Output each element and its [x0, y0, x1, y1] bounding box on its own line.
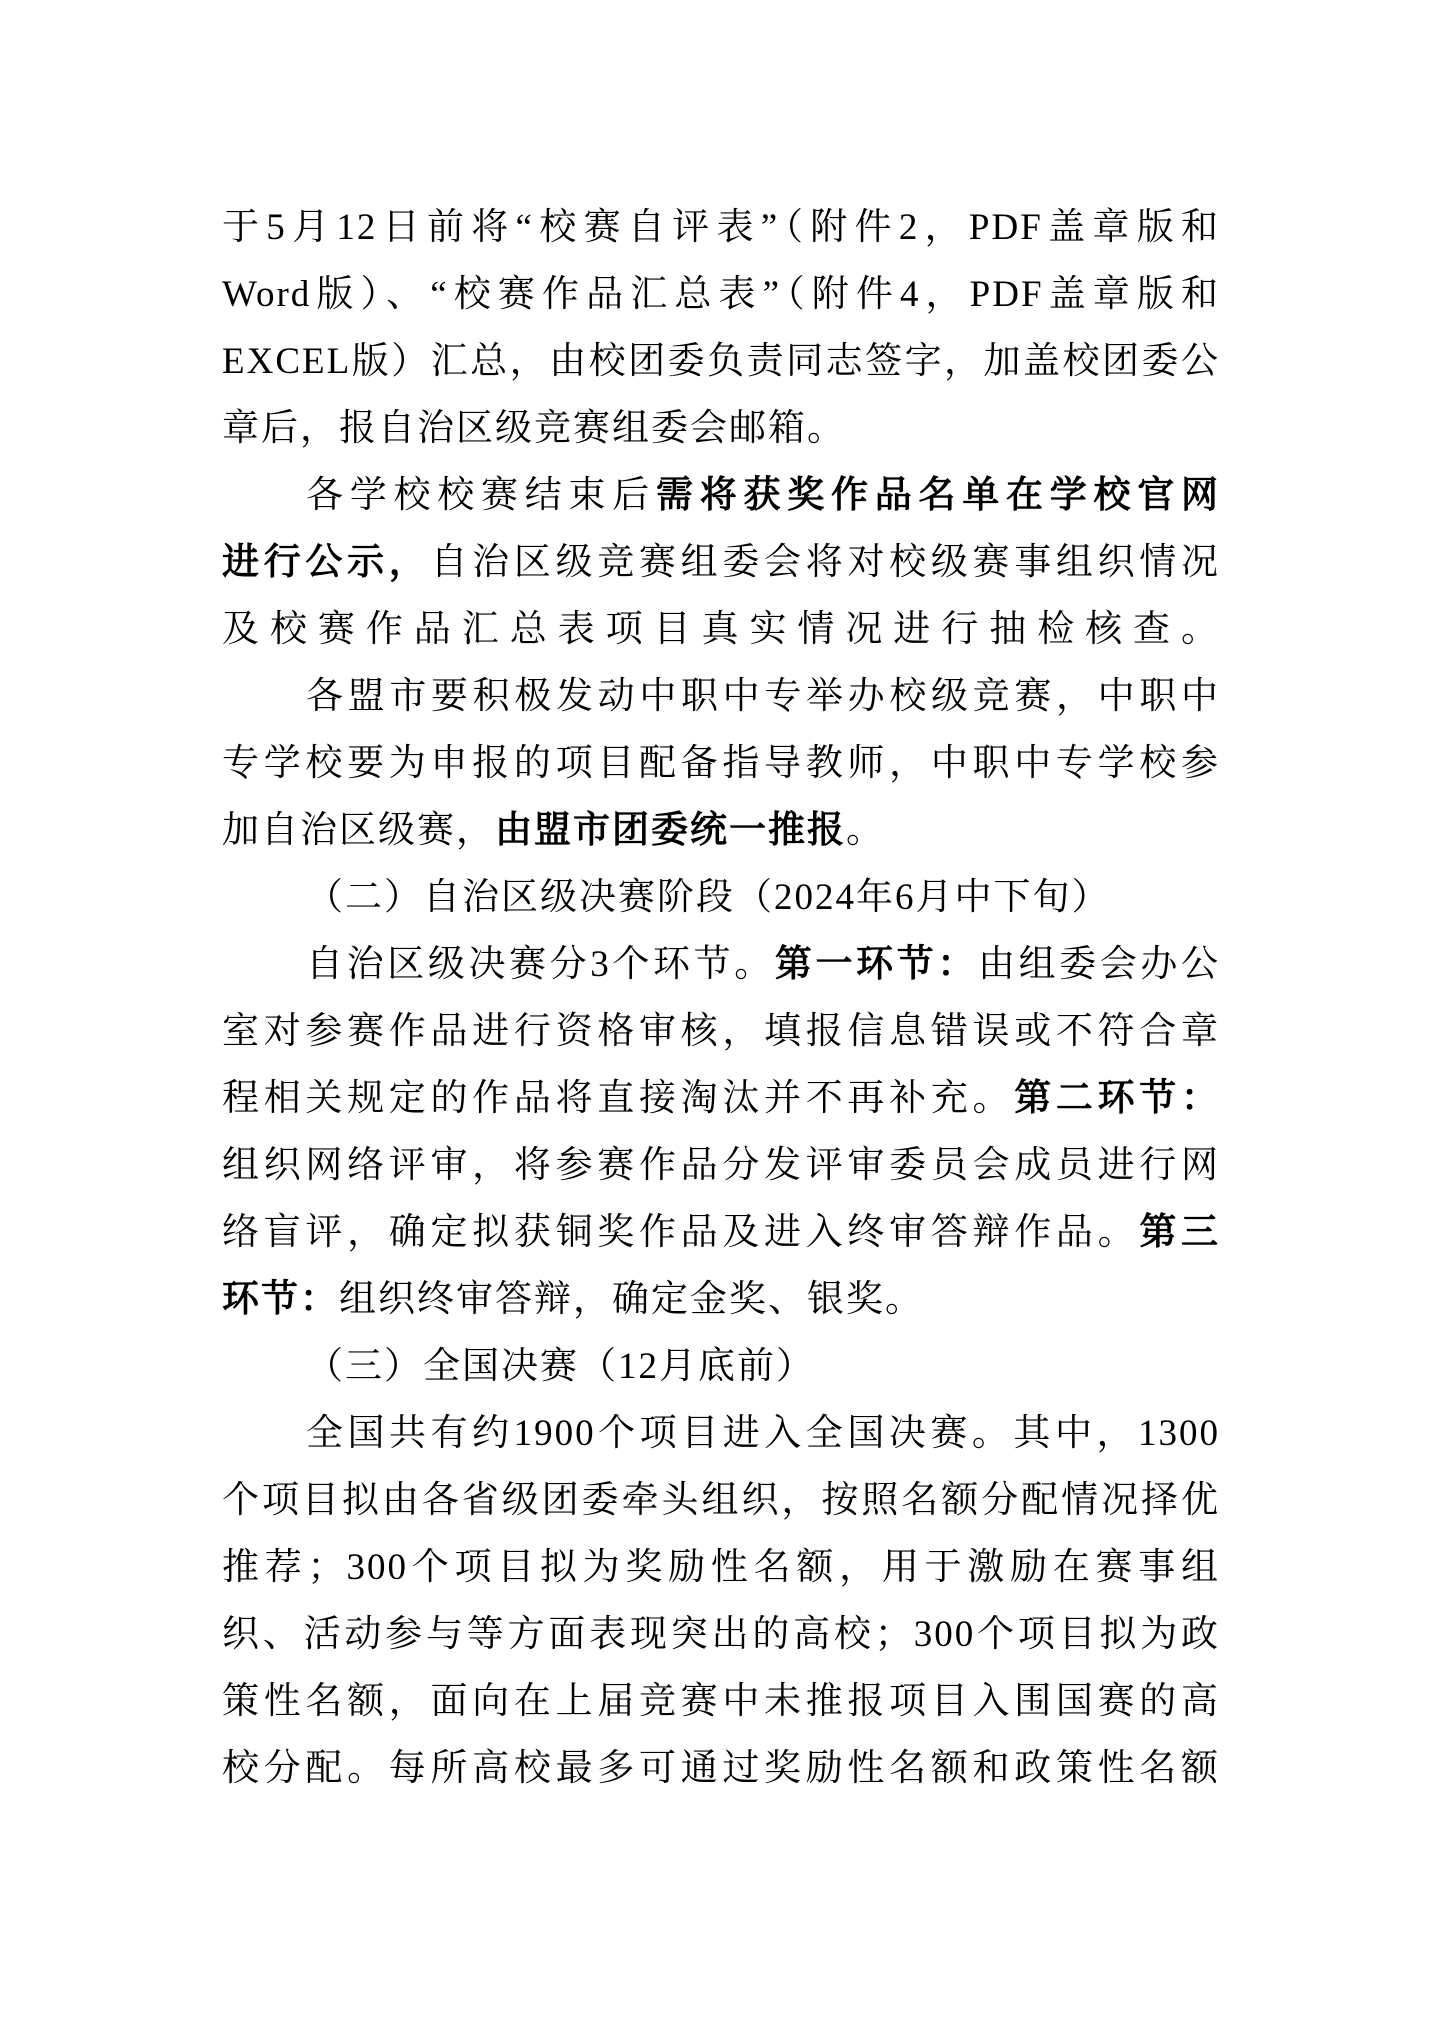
text-line: [222, 931, 1220, 998]
text-segment: 程相关规定的作品将直接淘汰并不再补充。: [222, 1078, 1015, 1119]
text-segment: 组织网络评审，将参赛作品分发评审委员会成员进行网: [222, 1145, 1220, 1186]
text-line: [222, 1668, 1220, 1735]
text-line: [222, 1467, 1220, 1534]
text-line: [222, 864, 1220, 931]
text-segment: Word版）、“校赛作品汇总表”（附件4，PDF盖章版和: [222, 274, 1220, 315]
text-segment: 组织终审答辩，确定金奖、银奖。: [339, 1279, 924, 1320]
text-line: [222, 998, 1220, 1065]
text-segment: 全国共有约1900个项目进入全国决赛。其中，1300: [306, 1413, 1220, 1454]
text-segment: 专学校要为申报的项目配备指导教师，中职中专学校参: [222, 743, 1220, 784]
text-segment: 推荐；300个项目拟为奖励性名额，用于激励在赛事组: [222, 1547, 1220, 1588]
text-segment: 校分配。每所高校最多可通过奖励性名额和政策性名额: [222, 1748, 1220, 1789]
document-body: [222, 194, 1220, 1802]
bold-text-segment: 环节：: [222, 1279, 339, 1320]
text-line: [222, 730, 1220, 797]
bold-text-segment: 第二环节：: [1014, 1078, 1221, 1119]
text-line: [222, 1534, 1220, 1601]
text-line: [222, 1333, 1220, 1400]
text-line: [222, 1400, 1220, 1467]
text-line: [222, 462, 1220, 529]
text-line: [222, 261, 1220, 328]
text-line: [222, 596, 1220, 663]
text-segment: 各盟市要积极发动中职中专举办校级竞赛，中职中: [306, 676, 1220, 717]
text-line: [222, 194, 1220, 261]
text-segment: 自治区级竞赛组委会将对校级赛事组织情况: [430, 542, 1221, 583]
text-segment: 策性名额，面向在上届竞赛中未推报项目入围国赛的高: [222, 1681, 1220, 1722]
text-line: [222, 529, 1220, 596]
text-line: [222, 1735, 1220, 1802]
text-segment: 络盲评，确定拟获铜奖作品及进入终审答辩作品。: [222, 1212, 1140, 1253]
text-line: [222, 797, 1220, 864]
text-line: [222, 1199, 1220, 1266]
bold-text-segment: 第三: [1139, 1212, 1221, 1253]
text-segment: 加自治区级赛，: [222, 810, 495, 851]
bold-text-segment: 第一环节：: [774, 944, 978, 985]
text-segment: 个项目拟由各省级团委牵头组织，按照名额分配情况择优: [222, 1480, 1220, 1521]
text-line: [222, 395, 1220, 462]
bold-text-segment: 由盟市团委统一推报: [495, 810, 846, 851]
bold-text-segment: 需将获奖作品名单在学校官网: [656, 475, 1220, 516]
bold-text-segment: 进行公示，: [222, 542, 431, 583]
text-segment: （二）自治区级决赛阶段（2024年6月中下旬）: [306, 877, 1111, 918]
text-line: [222, 1601, 1220, 1668]
text-segment: 由组委会办公: [977, 944, 1221, 985]
text-segment: 。: [846, 810, 885, 851]
text-line: [222, 1132, 1220, 1199]
text-segment: 及校赛作品汇总表项目真实情况进行抽检核查。: [222, 609, 1220, 650]
text-segment: 织、活动参与等方面表现突出的高校；300个项目拟为政: [222, 1614, 1220, 1655]
text-segment: 室对参赛作品进行资格审核，填报信息错误或不符合章: [222, 1011, 1220, 1052]
text-segment: 章后，报自治区级竞赛组委会邮箱。: [222, 408, 846, 449]
text-segment: EXCEL版）汇总，由校团委负责同志签字，加盖校团委公: [222, 341, 1220, 382]
text-line: [222, 328, 1220, 395]
text-segment: 自治区级决赛分3个环节。: [306, 944, 775, 985]
text-line: [222, 1065, 1220, 1132]
text-line: [222, 663, 1220, 730]
text-segment: 各学校校赛结束后: [306, 475, 656, 516]
text-segment: （三）全国决赛（12月底前）: [306, 1346, 815, 1387]
text-line: [222, 1266, 1220, 1333]
text-segment: 于5月12日前将“校赛自评表”（附件2，PDF盖章版和: [222, 207, 1220, 248]
